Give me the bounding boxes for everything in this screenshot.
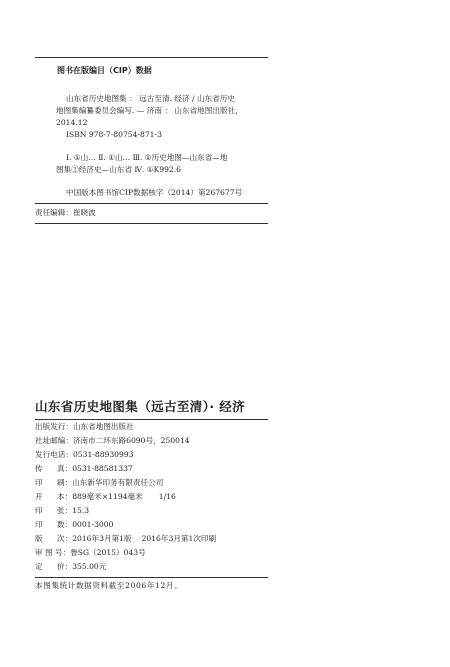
map-review-label: 审 图 号： <box>35 548 71 557</box>
book-title: 山东省历史地图集（远古至清）· 经济 <box>35 399 246 414</box>
edition-value-2: 2016年3月第1次印刷 <box>141 534 217 543</box>
print-run-label: 印 <box>35 520 43 529</box>
edition-value: 2016年3月第1版 <box>72 534 132 543</box>
editor-name: 崔晓波 <box>72 208 96 217</box>
edition-label: 版 <box>35 534 43 543</box>
print-run-label-2: 数： <box>57 520 73 529</box>
sales-phone-label: 发行电话： <box>35 450 73 459</box>
price-label-2: 价： <box>57 562 73 571</box>
address-label: 社址邮编： <box>35 436 73 445</box>
cip-heading: 图书在版编目（CIP）数据 <box>57 66 152 75</box>
publisher-value: 山东省地图出版社 <box>72 422 134 431</box>
printer-label: 印 <box>35 478 43 487</box>
format-label-2: 本： <box>57 492 73 501</box>
sales-phone-value: 0531-88930993 <box>72 450 134 459</box>
editor-label: 责任编辑： <box>35 208 73 217</box>
bottom-rule <box>35 577 268 578</box>
price-value: 355.00元 <box>72 562 107 571</box>
cip-subject-line: 图集②经济史—山东省 Ⅳ. ①K992.6 <box>56 165 181 174</box>
address-row <box>35 435 190 447</box>
print-run-value: 0001-3000 <box>72 520 114 529</box>
fax-value: 0531-88581337 <box>72 464 133 473</box>
printer-value: 山东新华印务有限责任公司 <box>72 478 164 487</box>
publisher-row <box>35 421 134 433</box>
address-value: 济南市二环东路6090号，250014 <box>72 436 190 445</box>
printer-row <box>35 477 163 489</box>
publisher-label: 出版发行： <box>35 422 73 431</box>
fax-label-2: 真： <box>57 464 73 473</box>
printer-label-2: 刷： <box>57 478 73 487</box>
format-value-2: 1/16 <box>158 492 176 501</box>
responsible-editor <box>35 208 96 218</box>
cip-record-line: 2014.12 <box>56 118 88 127</box>
sheets-value: 15.3 <box>72 506 90 515</box>
cip-record-line: 山东省历史地图集 ： 远古至清. 经济 / 山东省历史 <box>66 94 235 103</box>
format-value: 889毫米×1194毫米 <box>72 492 143 501</box>
cip-subject-line: Ⅰ. ①山… Ⅱ. ①山… Ⅲ. ①历史地图—山东省—地 <box>66 153 228 162</box>
sheets-row <box>35 505 89 517</box>
format-label: 开 <box>35 492 43 501</box>
cip-record-line: 地图集编纂委员会编写. — 济南 ： 山东省地图出版社， <box>56 106 243 115</box>
top-rule <box>35 57 268 58</box>
price-label: 定 <box>35 562 43 571</box>
price-row <box>35 561 106 573</box>
map-review-row <box>35 547 146 559</box>
map-review-value: 鲁SG（2015）043号 <box>70 548 146 557</box>
editor-rule <box>35 223 268 224</box>
fax-row <box>35 463 133 475</box>
fax-label: 传 <box>35 464 43 473</box>
format-row <box>35 491 176 503</box>
sales-phone-row <box>35 449 134 461</box>
cip-isbn: ISBN 978-7-80754-871-3 <box>66 130 162 139</box>
sheets-label-2: 张： <box>57 506 73 515</box>
print-run-row <box>35 519 113 531</box>
cip-rule <box>35 203 268 204</box>
title-rule <box>35 419 268 420</box>
edition-row <box>35 533 216 545</box>
edition-label-2: 次： <box>57 534 73 543</box>
statistics-footnote: 本图集统计数据资料截至2006年12月。 <box>35 581 183 590</box>
cip-number: 中国版本图书馆CIP数据核字（2014）第267677号 <box>66 188 243 197</box>
sheets-label: 印 <box>35 506 43 515</box>
